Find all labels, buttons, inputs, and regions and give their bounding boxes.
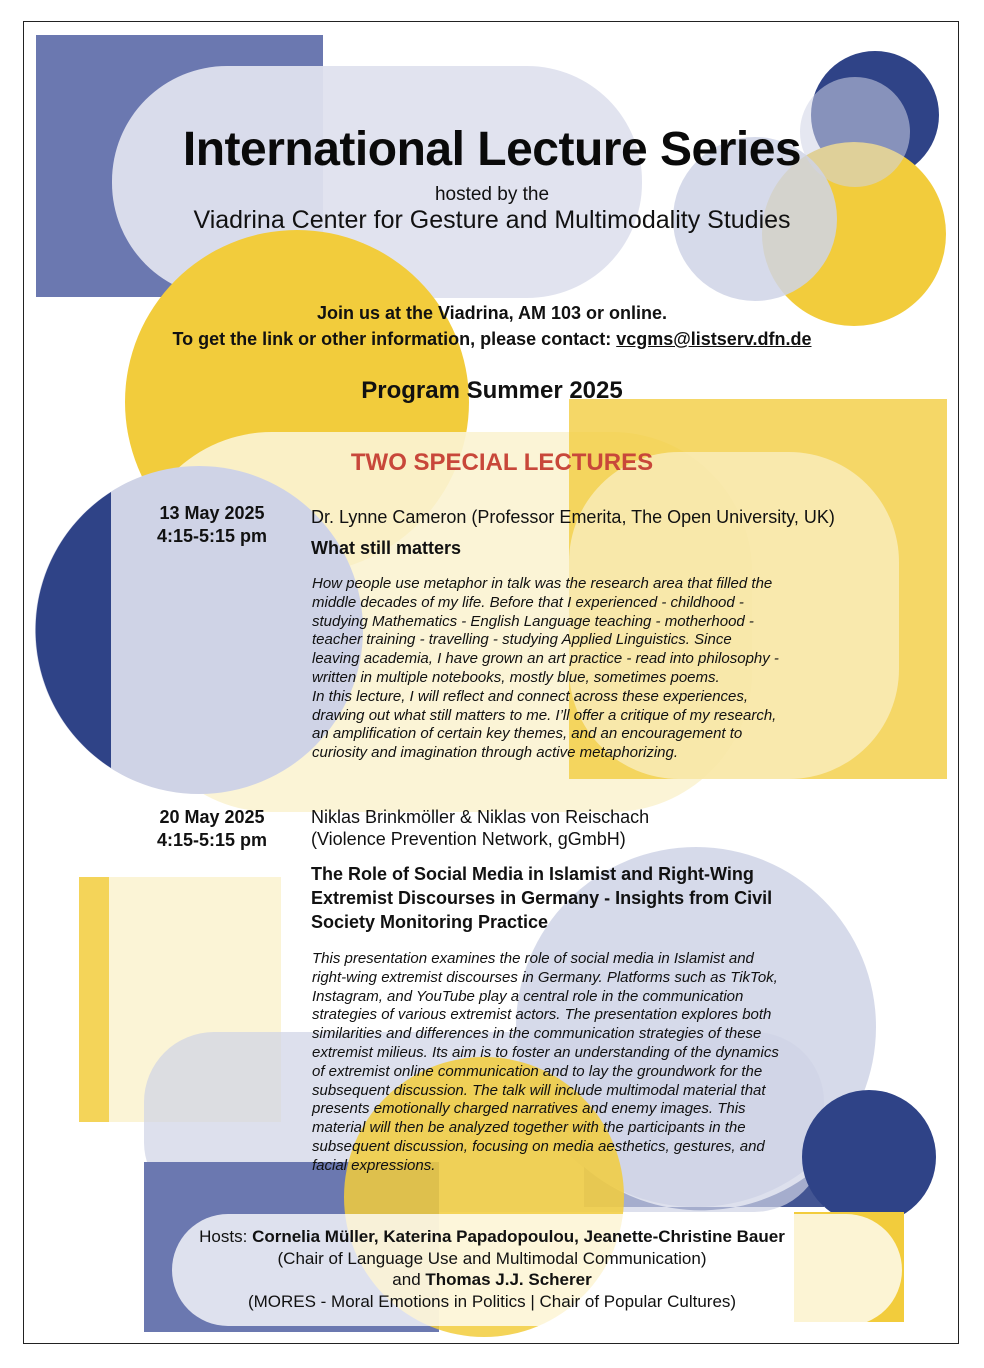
hosts-label: Hosts: (199, 1227, 253, 1246)
abstract-line: material will then be analyzed together with the participants in the (312, 1119, 746, 1137)
center-name: Viadrina Center for Gesture and Multimodality Studies (193, 206, 791, 234)
title-line: What still matters (311, 538, 462, 558)
abstract-line: subsequent discussion, focusing on media aesthetics, gestures, and (312, 1137, 765, 1155)
hosts-names-1: Cornelia Müller, Katerina Papadopoulou, Jeanette-Christine Bauer (252, 1227, 785, 1246)
abstract-line: Instagram, and YouTube play a central role in the communication (312, 987, 744, 1005)
abstract-line: written in multiple notebooks, mostly blue, sometimes poems. (312, 668, 720, 686)
abstract-line: studying Mathematics - English Language teaching - motherhood - (312, 612, 754, 630)
abstract-line: How people use metaphor in talk was the research area that filled the (312, 575, 773, 592)
abstract-line: of extremist online communication and to lay the groundwork for the (312, 1062, 763, 1080)
contact-email-link[interactable]: vcgms@listserv.dfn.de (616, 329, 812, 349)
abstract-line: curiosity and imagination through active metaphorizing. (312, 744, 679, 762)
contact-line (24, 326, 959, 352)
lecture-time: 4:15-5:15 pm (156, 830, 268, 850)
hosts-chair-2: (MORES - Moral Emotions in Politics | Chair of Popular Cultures) (247, 1291, 737, 1311)
lecture-1-datetime (132, 502, 292, 548)
abstract-line: leaving academia, I have grown an art practice - read into philosophy - (312, 650, 779, 668)
page-title: International Lecture Series (182, 123, 802, 176)
lecture-time: 4:15-5:15 pm (156, 526, 268, 546)
lecture-1-title (311, 536, 851, 560)
special-lectures-heading: TWO SPECIAL LECTURES (350, 449, 654, 476)
abstract-line: middle decades of my life. Before that I experienced - childhood - (312, 593, 744, 611)
lecture-2-speaker (311, 806, 649, 850)
hosts-line-3 (24, 1269, 959, 1291)
hosted-by-text: hosted by the (434, 184, 550, 205)
abstract-line: strategies of various extremist actors. The presentation explores both (312, 1006, 772, 1024)
abstract-line: similarities and differences in the communication strategies of these (312, 1025, 762, 1043)
abstract-line: an amplification of certain key themes, and an encouragement to (312, 725, 743, 743)
join-info (24, 300, 959, 352)
lecture-1-speaker (311, 506, 835, 528)
lecture-2-datetime (132, 806, 292, 852)
hosts-block (24, 1226, 959, 1312)
abstract-line: subsequent discussion. The talk will include multimodal material that (312, 1081, 766, 1099)
speaker-line: Niklas Brinkmöller & Niklas von Reischach (311, 807, 650, 827)
join-line: Join us at the Viadrina, AM 103 or online. (316, 303, 668, 323)
abstract-line: In this lecture, I will reflect and connect across these experiences, (312, 687, 749, 705)
lecture-2-title (311, 862, 851, 934)
abstract-line: teacher training - travelling - studying Applied Linguistics. Since (312, 631, 732, 649)
program-title: Program Summer 2025 (361, 377, 623, 404)
hosts-line-1 (24, 1226, 959, 1248)
lecture-1-abstract (312, 575, 779, 763)
abstract-line: right-wing extremist discourses in Germany. Platforms such as TikTok, (312, 968, 778, 986)
speaker-line: (Violence Prevention Network, gGmbH) (311, 829, 626, 849)
contact-prefix: To get the link or other information, please contact: (172, 329, 617, 349)
abstract-line: drawing out what still matters to me. I’ll offer a critique of my research, (312, 706, 777, 724)
hosts-names-2: Thomas J.J. Scherer (425, 1270, 592, 1289)
navy-circle-bottom-right (802, 1090, 936, 1224)
speaker-line: Dr. Lynne Cameron (Professor Emerita, The Open University, UK) (311, 507, 835, 527)
abstract-line: extremist milieus. Its aim is to foster an understanding of the dynamics (312, 1043, 779, 1061)
abstract-line: This presentation examines the role of social media in Islamist and (312, 950, 754, 967)
lecture-date: 20 May 2025 (159, 807, 265, 827)
abstract-line: facial expressions. (312, 1156, 436, 1174)
abstract-line: presents emotionally charged narratives and enemy images. This (312, 1100, 746, 1118)
hosts-and-label: and (392, 1270, 426, 1289)
title-line: The Role of Social Media in Islamist and Right-Wing (311, 864, 754, 884)
title-line: Society Monitoring Practice (311, 912, 549, 932)
flyer-frame (23, 21, 959, 1344)
hosts-chair-1: (Chair of Language Use and Multimodal Communication) (277, 1248, 707, 1268)
lecture-2-abstract (312, 950, 779, 1176)
navy-half-left (36, 492, 111, 768)
lecture-date: 13 May 2025 (159, 503, 265, 523)
title-line: Extremist Discourses in Germany - Insights from Civil (311, 888, 773, 908)
